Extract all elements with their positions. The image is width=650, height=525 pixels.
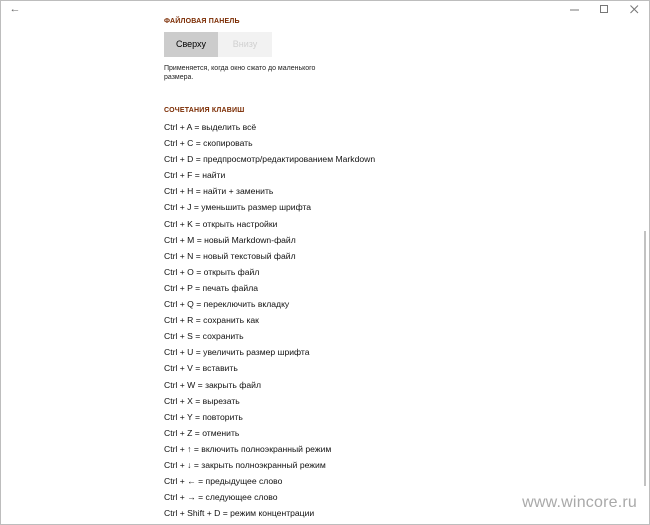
shortcut-item: Ctrl + X = вырезать	[164, 395, 240, 406]
shortcut-item: Ctrl + C = скопировать	[164, 138, 253, 149]
shortcut-item: Ctrl + Q = переключить вкладку	[164, 299, 290, 310]
shortcut-item: Ctrl + H = найти + заменить	[164, 186, 274, 197]
minimize-button[interactable]	[559, 1, 589, 18]
close-icon	[630, 5, 639, 14]
bottom-option-button[interactable]: Внизу	[218, 32, 272, 57]
shortcut-item: Ctrl + J = уменьшить размер шрифта	[164, 202, 312, 213]
shortcut-item: Ctrl + D = предпросмотр/редактированием Markdown	[164, 154, 376, 165]
shortcut-list	[164, 119, 375, 521]
shortcut-item: Ctrl + U = увеличить размер шрифта	[164, 347, 310, 358]
shortcut-item: Ctrl + F = найти	[164, 170, 226, 181]
title-bar	[1, 1, 649, 18]
shortcut-item: Ctrl + → = следующее слово	[164, 492, 278, 503]
shortcut-item: Ctrl + ↑ = включить полноэкранный режим	[164, 443, 332, 454]
shortcuts-title: СОЧЕТАНИЯ КЛАВИШ	[164, 107, 245, 114]
file-panel-position-toggle	[164, 32, 272, 57]
shortcut-item: Ctrl + ← = предыдущее слово	[164, 476, 283, 487]
shortcut-item: Ctrl + P = печать файла	[164, 282, 258, 293]
file-panel-description: Применяется, когда окно сжато до маленького размера.	[164, 65, 316, 81]
shortcut-item: Ctrl + W = закрыть файл	[164, 379, 261, 390]
scrollbar[interactable]	[644, 231, 646, 486]
maximize-icon	[600, 5, 609, 14]
shortcut-item: Ctrl + N = новый текстовый файл	[164, 250, 296, 261]
shortcut-item: Ctrl + S = сохранить	[164, 331, 244, 342]
shortcut-item: Ctrl + Y = повторить	[164, 411, 243, 422]
shortcut-item: Ctrl + Shift + D = режим концентрации	[164, 508, 315, 519]
shortcut-item: Ctrl + Z = отменить	[164, 427, 240, 438]
file-panel-title: ФАЙЛОВАЯ ПАНЕЛЬ	[164, 18, 240, 25]
top-option-button[interactable]: Сверху	[164, 32, 218, 57]
close-button[interactable]	[619, 1, 649, 18]
window-controls	[559, 1, 649, 18]
shortcut-item: Ctrl + ↓ = закрыть полноэкранный режим	[164, 459, 326, 470]
shortcut-item: Ctrl + M = новый Markdown-файл	[164, 234, 296, 245]
shortcut-item: Ctrl + K = открыть настройки	[164, 218, 278, 229]
shortcut-item: Ctrl + O = открыть файл	[164, 266, 260, 277]
minimize-icon	[570, 5, 579, 14]
watermark: www.wincore.ru	[522, 494, 637, 511]
shortcut-item: Ctrl + R = сохранить как	[164, 315, 259, 326]
back-arrow-icon[interactable]: ←	[9, 3, 21, 15]
shortcut-item: Ctrl + V = вставить	[164, 363, 238, 374]
shortcut-item: Ctrl + A = выделить всё	[164, 122, 257, 132]
maximize-button[interactable]	[589, 1, 619, 18]
